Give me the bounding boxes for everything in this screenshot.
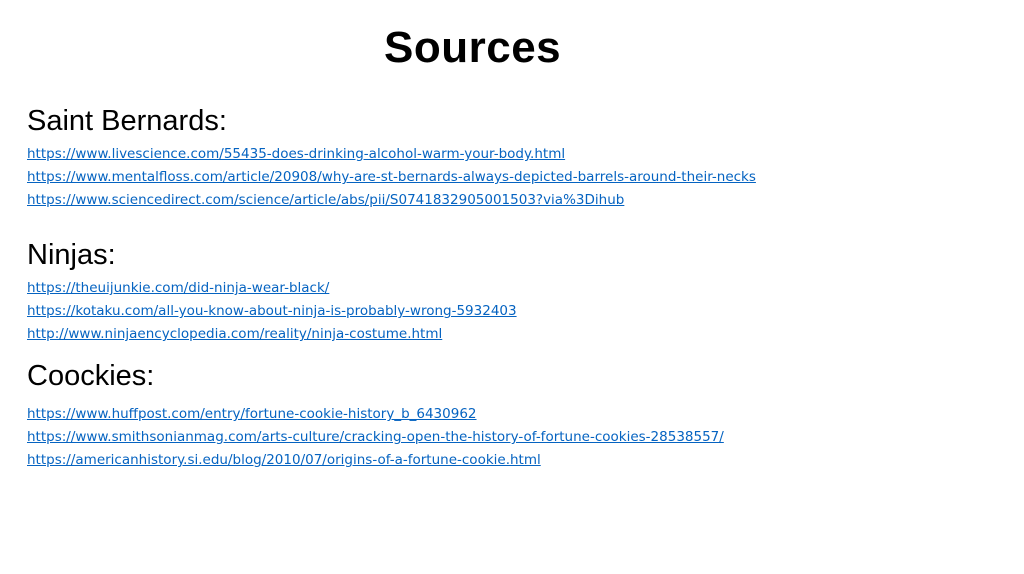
list-item — [27, 299, 517, 322]
list-item — [27, 276, 517, 299]
source-link[interactable]: https://www.mentalfloss.com/article/20908/why-are-st-bernards-always-depicted-barrels-around-their-necks — [27, 169, 756, 185]
list-item — [27, 188, 756, 211]
section-heading-ninjas: Ninjas: — [27, 239, 116, 271]
link-list-saint-bernards — [27, 142, 756, 211]
link-list-coockies — [27, 402, 724, 471]
section-heading-saint-bernards: Saint Bernards: — [27, 105, 227, 137]
source-link[interactable]: https://theuijunkie.com/did-ninja-wear-black/ — [27, 280, 330, 296]
source-link[interactable]: https://www.sciencedirect.com/science/article/abs/pii/S0741832905001503?via%3Dihub — [27, 192, 625, 208]
list-item — [27, 322, 517, 345]
list-item — [27, 448, 724, 471]
source-link[interactable]: https://www.huffpost.com/entry/fortune-cookie-history_b_6430962 — [27, 406, 477, 422]
link-list-ninjas — [27, 276, 517, 345]
list-item — [27, 402, 724, 425]
source-link[interactable]: https://americanhistory.si.edu/blog/2010/07/origins-of-a-fortune-cookie.html — [27, 452, 541, 468]
section-heading-coockies: Coockies: — [27, 360, 155, 392]
source-link[interactable]: http://www.ninjaencyclopedia.com/reality/ninja-costume.html — [27, 326, 443, 342]
source-link[interactable]: https://www.smithsonianmag.com/arts-culture/cracking-open-the-history-of-fortune-cookies-28538557/ — [27, 429, 724, 445]
list-item — [27, 165, 756, 188]
slide-title: Sources — [384, 23, 562, 72]
list-item — [27, 425, 724, 448]
source-link[interactable]: https://www.livescience.com/55435-does-drinking-alcohol-warm-your-body.html — [27, 146, 566, 162]
list-item — [27, 142, 756, 165]
source-link[interactable]: https://kotaku.com/all-you-know-about-ninja-is-probably-wrong-5932403 — [27, 303, 517, 319]
